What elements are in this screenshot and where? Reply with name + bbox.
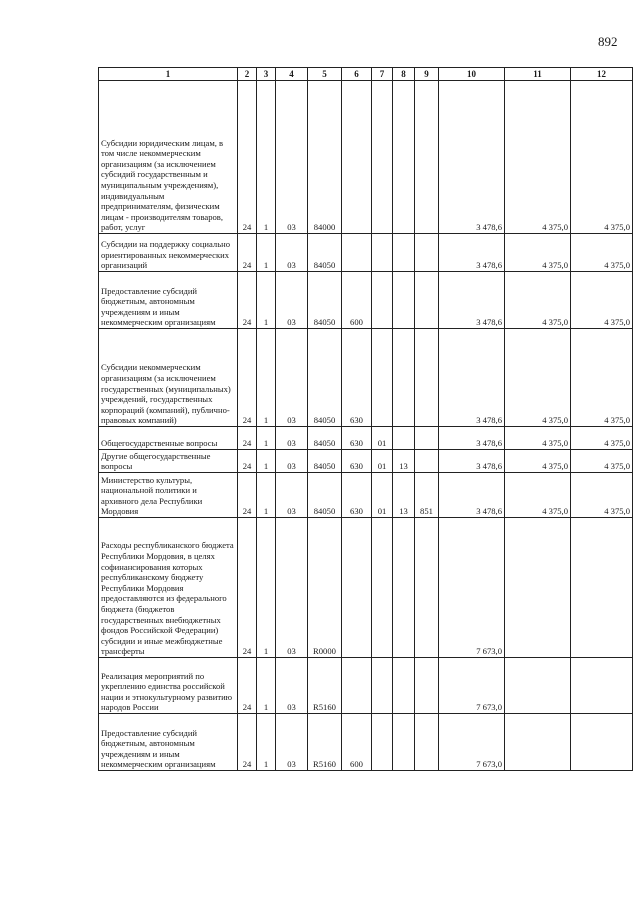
cell-col6: 630	[342, 473, 372, 518]
cell-col12: 4 375,0	[571, 427, 633, 450]
table-row	[99, 658, 633, 714]
cell-col12: 4 375,0	[571, 272, 633, 329]
cell-col9	[415, 658, 439, 714]
cell-col7	[372, 81, 393, 234]
row-name: Расходы республиканского бюджета Республики Мордовия, в целях софинансирования которых республиканскому бюджету Республики Мордовия предоставляются из федерального бюджета (бюджетов государственных внебюджетных фондов Российской Федерации) субсидии и иные межбюджетные трансферты	[99, 518, 238, 658]
table-row	[99, 272, 633, 329]
cell-col6: 600	[342, 714, 372, 771]
column-header: 5	[308, 68, 342, 81]
cell-col6: 600	[342, 272, 372, 329]
cell-col10: 7 673,0	[439, 518, 505, 658]
cell-col6	[342, 81, 372, 234]
cell-col9	[415, 234, 439, 272]
cell-col12: 4 375,0	[571, 234, 633, 272]
cell-col5: 84050	[308, 473, 342, 518]
cell-col3: 1	[257, 450, 276, 473]
cell-col8	[393, 427, 415, 450]
table-row	[99, 234, 633, 272]
cell-col11	[505, 658, 571, 714]
cell-col3: 1	[257, 81, 276, 234]
cell-col8	[393, 714, 415, 771]
cell-col6: 630	[342, 450, 372, 473]
cell-col3: 1	[257, 329, 276, 427]
column-header: 3	[257, 68, 276, 81]
cell-col3: 1	[257, 427, 276, 450]
cell-col10: 3 478,6	[439, 473, 505, 518]
cell-col2: 24	[238, 234, 257, 272]
cell-col7	[372, 714, 393, 771]
page-number: 892	[598, 34, 618, 49]
cell-col2: 24	[238, 81, 257, 234]
cell-col11: 4 375,0	[505, 473, 571, 518]
cell-col11: 4 375,0	[505, 427, 571, 450]
cell-col2: 24	[238, 518, 257, 658]
cell-col4: 03	[276, 329, 308, 427]
column-header: 6	[342, 68, 372, 81]
cell-col4: 03	[276, 714, 308, 771]
cell-col2: 24	[238, 450, 257, 473]
cell-col9	[415, 272, 439, 329]
cell-col2: 24	[238, 329, 257, 427]
cell-col8: 13	[393, 450, 415, 473]
cell-col4: 03	[276, 658, 308, 714]
cell-col9	[415, 450, 439, 473]
cell-col8	[393, 234, 415, 272]
cell-col10: 3 478,6	[439, 427, 505, 450]
cell-col6: 630	[342, 329, 372, 427]
cell-col8	[393, 329, 415, 427]
cell-col8	[393, 81, 415, 234]
cell-col3: 1	[257, 473, 276, 518]
cell-col2: 24	[238, 272, 257, 329]
column-header: 8	[393, 68, 415, 81]
cell-col6	[342, 234, 372, 272]
table-row	[99, 714, 633, 771]
cell-col9	[415, 714, 439, 771]
cell-col2: 24	[238, 427, 257, 450]
cell-col5: R0000	[308, 518, 342, 658]
column-header: 10	[439, 68, 505, 81]
cell-col4: 03	[276, 518, 308, 658]
row-name: Предоставление субсидий бюджетным, автономным учреждениям и иным некоммерческим организациям	[99, 272, 238, 329]
row-name: Реализация мероприятий по укреплению единства российской нации и этнокультурному развитию народов России	[99, 658, 238, 714]
cell-col8	[393, 272, 415, 329]
table-row	[99, 450, 633, 473]
cell-col9: 851	[415, 473, 439, 518]
cell-col10: 3 478,6	[439, 81, 505, 234]
cell-col11: 4 375,0	[505, 81, 571, 234]
cell-col12	[571, 714, 633, 771]
row-name: Другие общегосударственные вопросы	[99, 450, 238, 473]
cell-col7	[372, 234, 393, 272]
cell-col11: 4 375,0	[505, 234, 571, 272]
cell-col5: 84050	[308, 234, 342, 272]
cell-col6	[342, 658, 372, 714]
cell-col2: 24	[238, 658, 257, 714]
cell-col7: 01	[372, 450, 393, 473]
column-header: 12	[571, 68, 633, 81]
cell-col7	[372, 518, 393, 658]
table-row	[99, 518, 633, 658]
cell-col10: 3 478,6	[439, 272, 505, 329]
cell-col9	[415, 329, 439, 427]
cell-col2: 24	[238, 714, 257, 771]
cell-col7	[372, 329, 393, 427]
cell-col8	[393, 658, 415, 714]
cell-col7: 01	[372, 473, 393, 518]
cell-col5: 84050	[308, 427, 342, 450]
table-row	[99, 427, 633, 450]
budget-table	[98, 67, 633, 771]
cell-col12: 4 375,0	[571, 450, 633, 473]
row-name: Субсидии некоммерческим организациям (за исключением государственных (муниципальных) учреждений, государственных корпораций (компаний), публично-правовых компаний)	[99, 329, 238, 427]
cell-col7: 01	[372, 427, 393, 450]
cell-col12: 4 375,0	[571, 81, 633, 234]
cell-col5: 84000	[308, 81, 342, 234]
cell-col11: 4 375,0	[505, 329, 571, 427]
column-header: 11	[505, 68, 571, 81]
cell-col3: 1	[257, 272, 276, 329]
cell-col12	[571, 658, 633, 714]
column-header: 7	[372, 68, 393, 81]
table-row	[99, 329, 633, 427]
cell-col12	[571, 518, 633, 658]
cell-col5: 84050	[308, 329, 342, 427]
cell-col3: 1	[257, 234, 276, 272]
cell-col4: 03	[276, 450, 308, 473]
cell-col7	[372, 272, 393, 329]
cell-col3: 1	[257, 714, 276, 771]
cell-col4: 03	[276, 272, 308, 329]
cell-col11	[505, 518, 571, 658]
column-header: 9	[415, 68, 439, 81]
cell-col4: 03	[276, 427, 308, 450]
cell-col3: 1	[257, 518, 276, 658]
cell-col5: R5160	[308, 714, 342, 771]
cell-col4: 03	[276, 81, 308, 234]
cell-col9	[415, 427, 439, 450]
cell-col4: 03	[276, 234, 308, 272]
cell-col9	[415, 81, 439, 234]
cell-col6: 630	[342, 427, 372, 450]
cell-col10: 7 673,0	[439, 714, 505, 771]
cell-col7	[372, 658, 393, 714]
cell-col10: 7 673,0	[439, 658, 505, 714]
column-header: 4	[276, 68, 308, 81]
row-name: Министерство культуры, национальной политики и архивного дела Республики Мордовия	[99, 473, 238, 518]
table-header-row	[99, 68, 633, 81]
column-header: 2	[238, 68, 257, 81]
cell-col8: 13	[393, 473, 415, 518]
cell-col10: 3 478,6	[439, 234, 505, 272]
cell-col5: 84050	[308, 450, 342, 473]
cell-col10: 3 478,6	[439, 329, 505, 427]
cell-col11	[505, 714, 571, 771]
cell-col5: 84050	[308, 272, 342, 329]
cell-col9	[415, 518, 439, 658]
column-header: 1	[99, 68, 238, 81]
table-row	[99, 81, 633, 234]
row-name: Субсидии на поддержку социально ориентированных некоммерческих организаций	[99, 234, 238, 272]
cell-col3: 1	[257, 658, 276, 714]
cell-col12: 4 375,0	[571, 473, 633, 518]
cell-col5: R5160	[308, 658, 342, 714]
cell-col11: 4 375,0	[505, 450, 571, 473]
row-name: Общегосударственные вопросы	[99, 427, 238, 450]
cell-col11: 4 375,0	[505, 272, 571, 329]
table-row	[99, 473, 633, 518]
cell-col4: 03	[276, 473, 308, 518]
cell-col8	[393, 518, 415, 658]
cell-col12: 4 375,0	[571, 329, 633, 427]
row-name: Предоставление субсидий бюджетным, автономным учреждениям и иным некоммерческим организациям	[99, 714, 238, 771]
cell-col6	[342, 518, 372, 658]
row-name: Субсидии юридическим лицам, в том числе некоммерческим организациям (за исключением субсидий государственным и муниципальным учреждениям), индивидуальным предпринимателям, физическим лицам - производителям товаров, работ, услуг	[99, 81, 238, 234]
cell-col10: 3 478,6	[439, 450, 505, 473]
cell-col2: 24	[238, 473, 257, 518]
